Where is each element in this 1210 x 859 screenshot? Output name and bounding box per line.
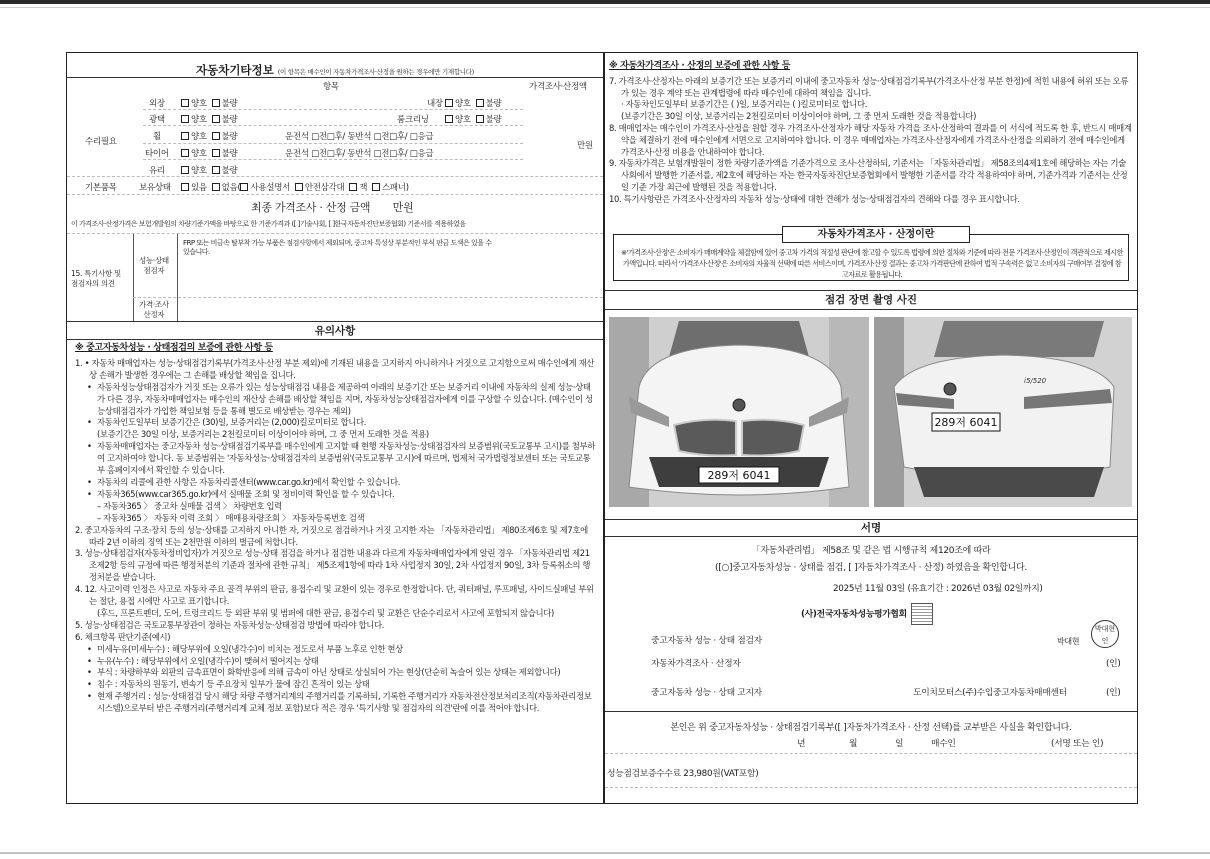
association-seal-icon: [911, 603, 933, 625]
inspector-opinion-label: 성능·상태 점검자: [139, 256, 169, 275]
right-column: [605, 53, 1137, 803]
wheel-options: 양호 불량: [181, 130, 237, 142]
buyer-signature-field[interactable]: (서명 또는 인): [1051, 739, 1104, 749]
exterior-options: 양호 불량: [181, 97, 237, 109]
row-label-glass: 유리: [149, 166, 165, 176]
room-cleaning-bad-checkbox[interactable]: [476, 115, 484, 123]
confirmation-line: ([○]중고자동차성능 · 상태를 점검, [ ]자동차가격조사 · 산정) 하였음을 확인합니다.: [715, 563, 1027, 573]
note-item: • 미세누유(미세누수) : 해당부위에 오일(냉각수)이 비치는 정도로서 부품 노후로 인한 현상: [75, 644, 597, 656]
inspector-role: 중고자동차 성능 · 상태 점검자: [651, 636, 762, 646]
law-basis-line: 「자동차관리법」 제58조 및 같은 법 시행규칙 제120조에 따라: [751, 546, 991, 556]
jack-checkbox[interactable]: [349, 183, 357, 191]
scan-top-edge: [0, 0, 1210, 4]
appraisal-definition-box: [613, 229, 1129, 281]
other-info-title: 자동차기타정보 (이 항목은 매수인이 자동차가격조사·산정을 원하는 경우에만 기재합니다): [196, 63, 474, 77]
row-label-wheel: 휠: [153, 132, 161, 142]
basic-no-checkbox[interactable]: [212, 183, 220, 191]
col-header-item: 항목: [323, 82, 339, 92]
basic-items-options: 있음 없음( 사용설명서 안전삼각대 잭 스패너): [181, 181, 409, 193]
exterior-bad-checkbox[interactable]: [212, 99, 220, 107]
row-label-gloss: 광택: [149, 115, 165, 125]
note-item: – 자동차365 〉 중고차 실매물 검색 〉 차량번호 입력: [97, 500, 282, 511]
row-label-interior: 내장: [427, 99, 443, 109]
notifier-seal-mark: (인): [1106, 688, 1121, 698]
note-item: 1. • 자동차 매매업자는 성능·상태점검기록부(가격조사·산정 부분 제외)에 기재된 내용을 고지하지 아니하거나 거짓으로 고지함으로써 매수인에게 재산상 손해가 발생한 경우에는 그 손해를 배상할 책임을 집니다.: [75, 357, 595, 380]
spanner-checkbox[interactable]: [372, 183, 380, 191]
association-name: (사)전국자동차성능평가협회: [801, 603, 933, 625]
note-item: 2. 중고자동차의 구조·장치 등의 성능·상태를 고지하지 아니한 자, 거짓으로 점검하거나 거짓 고지한 자는 「자동차관리법」 제80조제6호 및 제7호에 따라 2년 이하의 징역 또는 2천만원 이하의 벌금에 처합니다.: [75, 524, 588, 547]
note-item: · 자동차인도일부터 보증기간은 ( )일, 보증거리는 ( )킬로미터로 합니다.: [621, 99, 868, 110]
wheel-bad-checkbox[interactable]: [212, 132, 220, 140]
note-item: (후드, 프론트펜더, 도어, 트렁크리드 등 외판 부위 및 범퍼에 대한 판금, 용접수리 및 교환은 단순수리로서 사고에 포함되지 않습니다): [97, 607, 554, 618]
receipt-day: 일: [895, 739, 904, 749]
triangle-checkbox[interactable]: [295, 183, 303, 191]
svg-text:289저 6041: 289저 6041: [707, 469, 771, 482]
note-item: • 현재 주행거리 : 성능·상태점검 당시 해당 차량 주행거리계의 주행거리를 기록하되, 기록한 주행거리가 자동차전산정보처리조직(자동차관리정보시스템)으로부터 받은 주행거리(주행거리계 교체 정보 포함)보다 적은 경우 '특기사항 및 점검자의 의견'란에 이를 적어야 합니다.: [75, 691, 597, 715]
col-header-price: 가격조사·산정액: [529, 82, 587, 92]
tire-options: 양호 불량: [181, 147, 237, 159]
note-item: • 누유(누수) : 해당부위에서 오일(냉각수)이 맺혀서 떨어지는 상태: [75, 656, 597, 668]
svg-text:289저 6041: 289저 6041: [934, 416, 998, 429]
final-price-title: 최종 가격조사 · 산정 금액 만원: [251, 201, 414, 214]
note-item: • 부식 : 차량하부와 외판의 금속표면이 화학반응에 의해 금속이 아닌 상태로 상실되어 가는 현상(단순히 녹슬어 있는 상태는 제외합니다): [75, 667, 597, 679]
note-item: 10. 특기사항란은 가격조사·산정자의 자동차 성능·상태에 대한 견해가 성능·상태점검자의 견해와 다를 경우 표시합니다.: [609, 193, 1020, 204]
notifier-role: 중고자동차 성능 · 상태 고지자: [651, 688, 762, 698]
front-vehicle-photo: [609, 317, 869, 507]
scan-bottom-rule: [0, 852, 1210, 854]
note-item: • 침수 : 자동차의 원동기, 변속기 등 주요장치 일부가 물에 잠긴 흔적이 있는 상태: [75, 679, 597, 691]
notes-heading: ※ 중고자동차성능 · 상태점검의 보증에 관한 사항 등: [75, 343, 273, 353]
receipt-year: 년: [797, 739, 806, 749]
inspection-fee: 성능점검보증수수료 23,980원(VAT포함): [607, 769, 759, 779]
wheel-position-options: 운전석 □전□후/ 동반석 □전□후/ □응급: [285, 132, 434, 142]
glass-bad-checkbox[interactable]: [212, 166, 220, 174]
signature-title: 서명: [605, 519, 1137, 537]
price-guarantee-notes: [609, 61, 1133, 206]
note-item: • 자동차성능상태점검자가 거짓 또는 오류가 있는 성능상태점검 내용을 제공하여 아래의 보증기간 또는 보증거리 이내에 자동차의 실제 성능·상태가 다른 경우, 자동차매매업자는 매수인의 재산상 손해를 배상할 책임을 지며, 자동차성능상태점검자에게 이를 구상할 수 있습니다. (매수인이 성능상태점검자가 가입한 책임보험 등을 통해 별도로 배상받는 경우는 제외): [75, 382, 597, 418]
car-front-image: [609, 317, 869, 507]
note-item: 7. 가격조사·산정자는 아래의 보증기간 또는 보증거리 이내에 중고자동차 성능·상태점검기록부(가격조사·산정 부분 한정)에 적힌 내용에 허위 또는 오류가 있는 경우 계약 또는 관계법령에 따라 매수인에 대하여 책임을 집니다.: [609, 75, 1129, 98]
interior-options: 양호 불량: [445, 97, 501, 109]
note-item: 6. 체크항목 판단기준(예시): [75, 631, 171, 642]
inspection-photos-title: 점검 장면 촬영 사진: [605, 290, 1137, 310]
note-item: • 자동차매매업자는 중고자동차 성능·상태점검기록부를 매수인에게 고지할 때 현행 자동차성능·상태점검자의 보증범위(국토교통부 고시)를 첨부하여 고지하여야 합니다. 동 보증범위는 '자동차성능·상태점검자의 보증범위'(국토교통부 고시)에 따르며, 법제처 국가법령정보센터 또는 국토교통부 홈페이지에서 확인할 수 있습니다.: [75, 441, 597, 477]
appraisal-definition-title: 자동차가격조사 · 산정이란: [782, 226, 970, 243]
room-cleaning-options: 양호 불량: [445, 113, 501, 125]
remarks-label: 15. 특기사항 및 점검자의 의견: [71, 269, 121, 288]
room-cleaning-good-checkbox[interactable]: [445, 115, 453, 123]
basic-status-label: 보유상태: [139, 183, 171, 193]
notes-section: [75, 343, 597, 715]
inspection-record-form: [66, 52, 1138, 804]
rear-vehicle-photo: [874, 317, 1132, 507]
basic-yes-checkbox[interactable]: [181, 183, 189, 191]
repair-needed-label: 수리필요: [85, 137, 117, 147]
exterior-good-checkbox[interactable]: [181, 99, 189, 107]
scan-top-rule: [0, 7, 1210, 8]
glass-options: 양호 불량: [181, 164, 237, 176]
inspector-opinion-text: FRP 또는 비금속 탈부착 가능 부품은 점검사항에서 제외되며, 중고차 특성상 부분적인 부식 판금 도색은 있을 수 있습니다.: [183, 239, 492, 256]
tire-position-options: 운전석 □전□후/ 동반석 □전□후/ □응급: [285, 149, 434, 159]
note-item: (보증기간은 30일 이상, 보증거리는 2천킬로미터 이상이어야 하며, 그 중 먼저 도래한 것을 적용합니다): [621, 111, 977, 122]
price-guarantee-heading: ※ 자동차가격조사 · 산정의 보증에 관한 사항 등: [609, 61, 791, 71]
final-price-unit: 만원: [392, 201, 414, 214]
price-basis-statement: 이 가격조사·산정가격은 보험개발원의 차량기준가액을 바탕으로 한 기준가격과 ([ ]기술사회, [ ]한국자동차진단보증협회) 기준서를 적용하였음: [71, 220, 466, 228]
note-item: – 자동차365 〉 자동차 이력 조회 〉 매매용차량조회 〉 자동차등록번호 검색: [97, 512, 365, 523]
appraiser-opinion-label: 가격·조사 산정자: [139, 300, 169, 319]
inspector-seal-stamp: 박대현인: [1091, 620, 1119, 648]
gloss-bad-checkbox[interactable]: [212, 115, 220, 123]
row-label-exterior: 외장: [149, 99, 165, 109]
appraisal-definition-text: ※'가격조사·산정'은 소비자가 매매계약을 체결함에 있어 중고차 가격의 적절성 판단에 참고할 수 있도록 법령에 의한 절차와 기준에 따라 전문 가격조사·산정인이 객관적으로 제시한 가액입니다. 따라서 '가격조사·산정'은 소비자의 자율적 선택에 따른 서비스이며, 가격조사·산정 결과는 중고차 가격판단에 관하여 법적 구속력은 없고 소비자의 구매여부 결정에 참고자료로 활용됩니다.: [621, 248, 1123, 279]
tire-bad-checkbox[interactable]: [212, 149, 220, 157]
note-item: 5. 성능·상태점검은 국토교통부장관이 정하는 자동차성능·상태점검 방법에 따라야 합니다.: [75, 619, 385, 630]
inspection-date: 2025년 11월 03일 (유효기간 : 2026년 03월 02일까지): [833, 584, 1043, 594]
receipt-confirmation-line: 본인은 위 중고자동차성능 · 상태점검기록부([ ]자동차가격조사 · 산정 선택)를 교부받은 사실을 확인합니다.: [670, 723, 1072, 733]
note-item: 8. 매매업자는 매수인이 가격조사·산정을 원할 경우 가격조사·산정자가 해당 자동차 가격을 조사·산정하여 결과를 이 서식에 적도록 한 후, 반드시 매매계약을 체결하기 전에 매수인에게 서면으로 고지하여야 합니다. 이 경우 매매업자는 가격조사·산정자에게 가격조사·산정을 의뢰하기 전에 매수인에게 가격조사·산정 비용을 안내하여야 합니다.: [609, 122, 1132, 157]
notes-title: 유의사항: [314, 325, 356, 337]
note-item: • 자동차365(www.car365.go.kr)에서 실매물 조회 및 정비이력 확인을 할 수 있습니다.: [75, 489, 597, 501]
basic-items-label: 기본품목: [85, 183, 117, 193]
note-item: (보증기간은 30일 이상, 보증거리는 2천킬로미터 이상이어야 하며, 그 중 먼저 도래한 것을 적용): [97, 429, 429, 440]
divider: [67, 77, 603, 78]
interior-bad-checkbox[interactable]: [476, 99, 484, 107]
note-item: 9. 자동차가격은 보험개발원이 정한 차량기준가액을 기준가격으로 조사·산정하되, 기준서는 「자동차관리법」 제58조의4제1호에 해당하는 자는 기술사회에서 발행한 기준서를, 제2호에 해당하는 자는 한국자동차진단보증협회에서 발행한 기준서를 각각 적용하여야 하며, 기준가격과 기준서는 산정일 기준 가장 최근에 발행된 것을 적용합니다.: [609, 158, 1128, 192]
row-label-tire: 타이어: [145, 149, 169, 159]
buyer-label: 매수인: [931, 739, 956, 749]
price-unit: 만원: [577, 141, 593, 151]
note-item: 4. 12. 사고이력 인정은 사고로 자동차 주요 골격 부위의 판금, 용접수리 및 교환이 있는 경우로 한정합니다. 단, 쿼터패널, 루프패널, 사이드실패널 부위는 절단, 용접 시에만 사고로 표기합니다.: [75, 584, 594, 607]
interior-good-checkbox[interactable]: [445, 99, 453, 107]
other-info-note: (이 항목은 매수인이 자동차가격조사·산정을 원하는 경우에만 기재합니다): [277, 68, 474, 76]
gloss-good-checkbox[interactable]: [181, 115, 189, 123]
wheel-good-checkbox[interactable]: [181, 132, 189, 140]
car-rear-image: [874, 317, 1132, 507]
row-label-room-cleaning: 룸크리닝: [397, 115, 429, 125]
appraiser-role: 자동차가격조사 · 산정자: [651, 659, 741, 669]
manual-checkbox[interactable]: [240, 183, 248, 191]
model-badge: i5/520: [1024, 377, 1047, 385]
glass-good-checkbox[interactable]: [181, 166, 189, 174]
note-item: 3. 성능·상태점검자(자동차정비업자)가 거짓으로 성능·상태 점검을 하거나 점검한 내용과 다르게 자동차매매업자에게 알린 경우 「자동차관리법 제21조제2항 등의 규정에 따른 행정처분의 기준과 절차에 관한 규칙」 제5조제1항에 따라 1차 사업정지 30일, 2차 사업정지 90일, 3차 등록취소의 행정처분을 받습니다.: [75, 548, 591, 583]
gloss-options: 양호 불량: [181, 113, 237, 125]
receipt-month: 월: [849, 739, 858, 749]
note-item: • 자동차인도일부터 보증기간은 (30)일, 보증거리는 (2,000)킬로미터로 합니다.: [75, 417, 597, 429]
tire-good-checkbox[interactable]: [181, 149, 189, 157]
left-column: [67, 53, 603, 803]
inspector-name: 박대현: [1057, 637, 1080, 646]
note-item: • 자동차의 리콜에 관한 사항은 자동차리콜센터(www.car.go.kr)에서 확인할 수 있습니다.: [75, 477, 597, 489]
appraiser-seal-mark: (인): [1106, 659, 1121, 669]
notifier-name: 도이치모터스(주)수입중고자동차매매센터: [913, 688, 1067, 698]
